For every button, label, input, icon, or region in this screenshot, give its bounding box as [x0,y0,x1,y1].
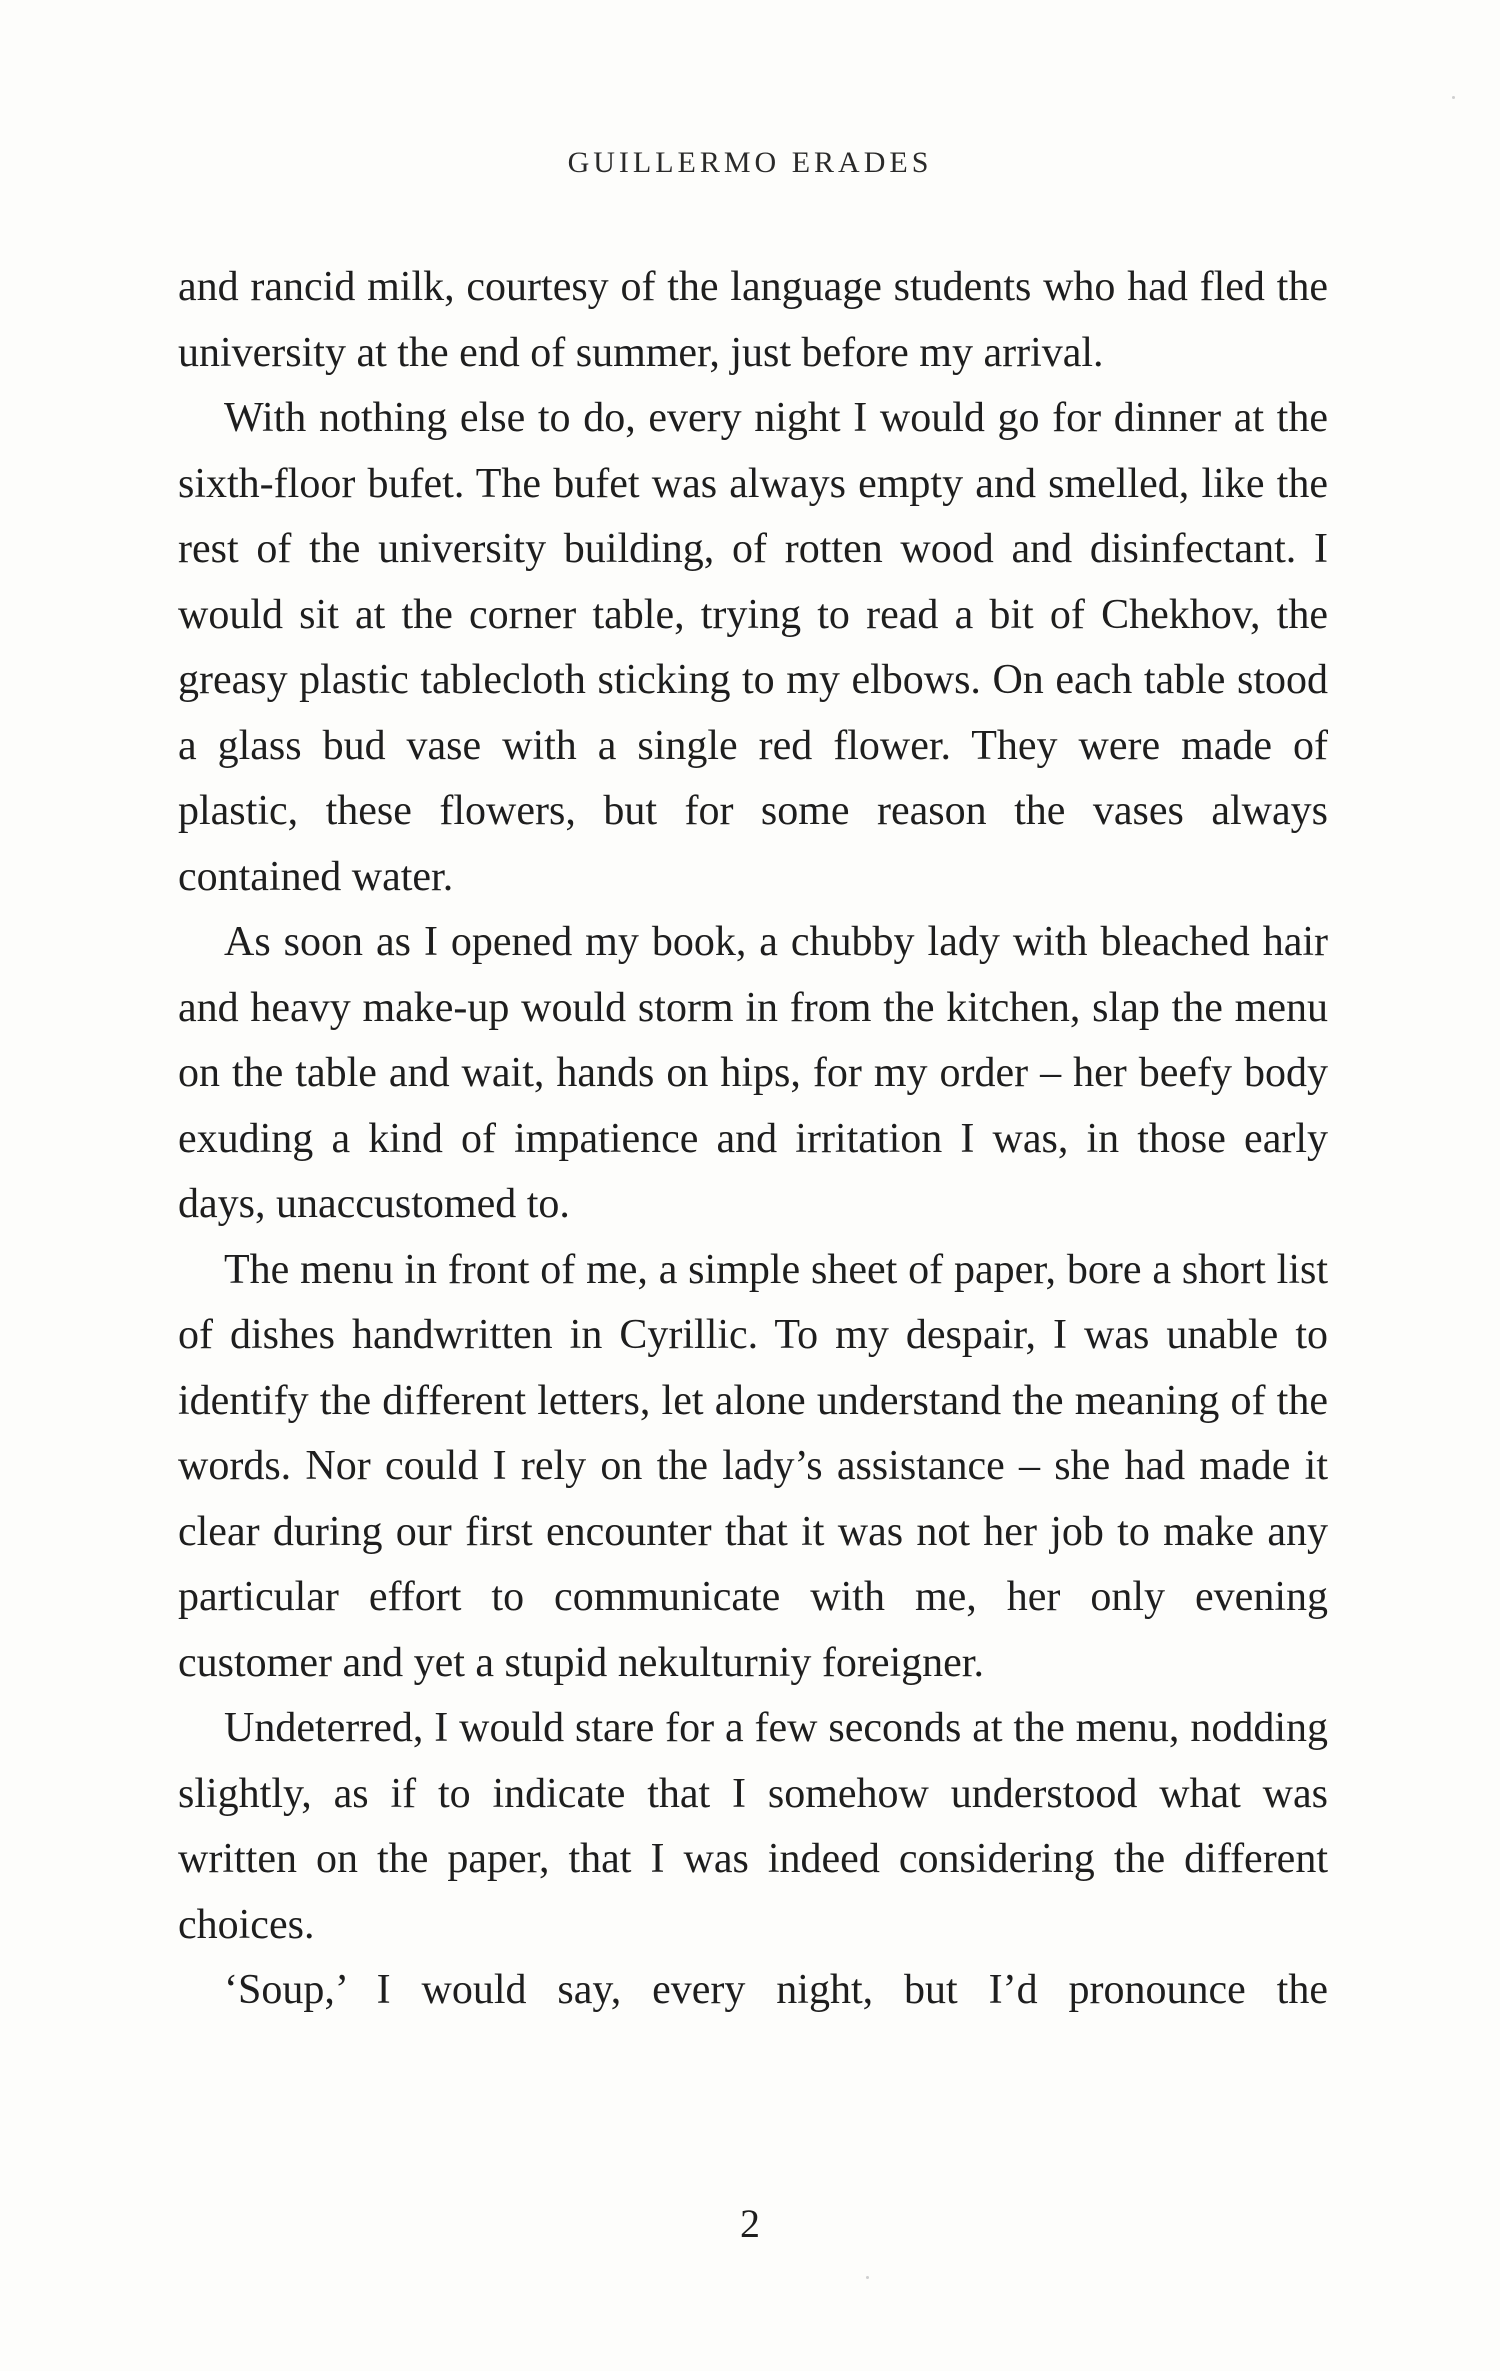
paragraph: Undeterred, I would stare for a few seconds at the menu, nodding slightly, as if to indicate that I somehow understood what was written on the paper, that I was indeed considering the different choices. [178,1705,1328,1948]
page-number: 2 [740,2201,760,2246]
running-head: GUILLERMO ERADES [567,146,933,179]
paragraph: ‘Soup,’ I would say, every night, but I’d pronounce the [224,1967,1328,2013]
paragraph: With nothing else to do, every night I would go for dinner at the sixth-floor bufet. The bufet was always empty and smelled, like the rest of the university building, of rotten wood and disinfectant. I would sit at the corner table, trying to read a bit of Chekhov, the greasy plastic tablecloth sticking to my elbows. On each table stood a glass bud vase with a single red flower. They were made of plastic, these flowers, but for some reason the vases always contained water. [178,395,1328,900]
paragraph: and rancid milk, courtesy of the language students who had fled the university at the end of summer, just before my arrival. [178,264,1328,376]
paragraph: The menu in front of me, a simple sheet of paper, bore a short list of dishes handwritten in Cyrillic. To my despair, I was unable to identify the different letters, let alone understand the meaning of the words. Nor could I rely on the lady’s assistance – she had made it clear during our first encounter that it was not her job to make any particular effort to communicate with me, her only evening customer and yet a stupid nekulturniy foreigner. [178,1246,1328,1686]
paper-speck [1452,96,1455,99]
body-text [178,255,1328,2024]
paper-speck [866,2276,869,2279]
paragraph: As soon as I opened my book, a chubby lady with bleached hair and heavy make-up would storm in from the kitchen, slap the menu on the table and wait, hands on hips, for my order – her beefy body exuding a kind of impatience and irritation I was, in those early days, unaccustomed to. [178,919,1328,1227]
